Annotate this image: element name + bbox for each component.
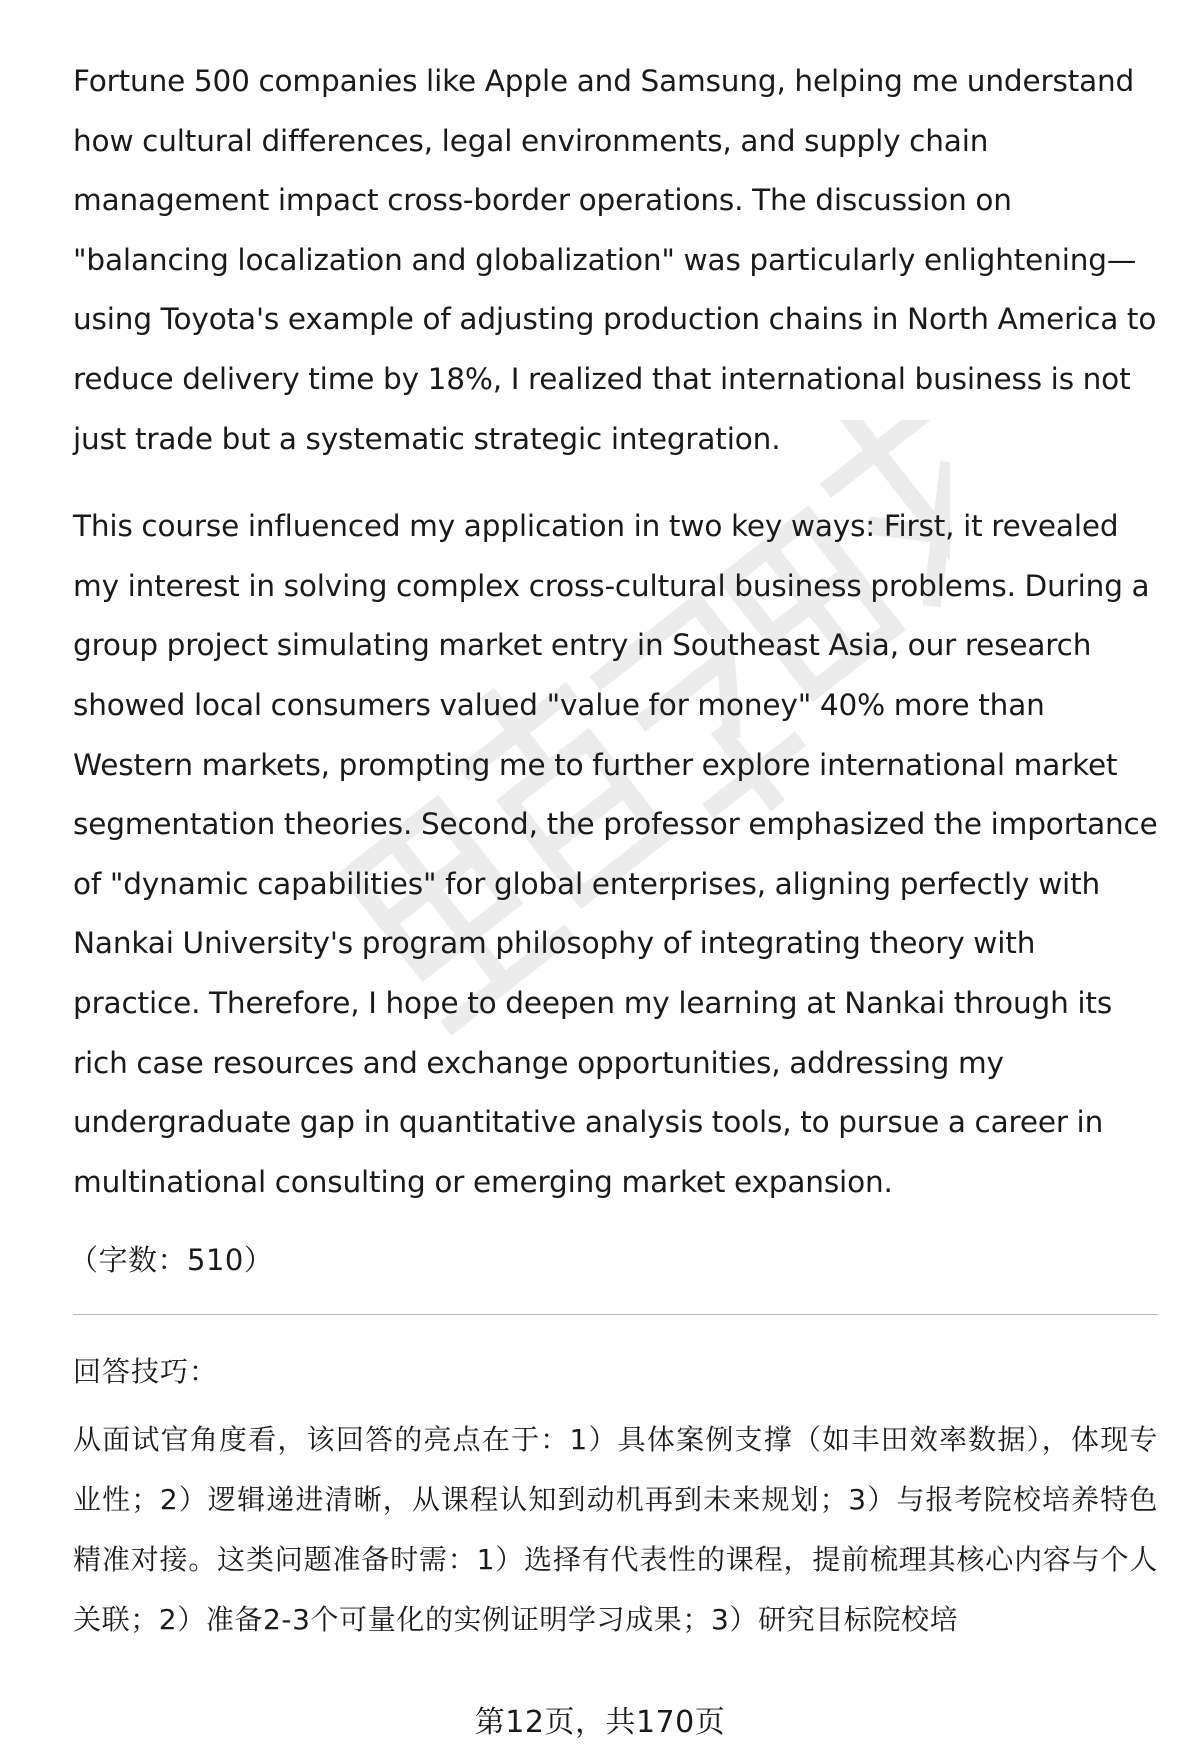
body-paragraph-1: Fortune 500 companies like Apple and Samsung, helping me understand how cultural differences, legal environments, and supply chain management impact cross-border operations. The discussion on "balancing localization and globalization" was particularly enlightening—using Toyota's example of adjusting production chains in North America to reduce delivery time by 18%, I realized that international business is not just trade but a systematic strategic integration. xyxy=(73,64,1157,456)
tips-body: 从面试官角度看，该回答的亮点在于：1）具体案例支撑（如丰田效率数据），体现专业性；2）逻辑递进清晰，从课程认知到动机再到未来规划；3）与报考院校培养特色精准对接。这类问题准备时需：1）选择有代表性的课程，提前梳理其核心内容与个人关联；2）准备2-3个可量化的实例证明学习成果；3）研究目标院校培 xyxy=(73,1423,1158,1637)
document-page xyxy=(69,52,1158,1650)
section-divider xyxy=(73,1314,1158,1315)
body-paragraph-2: This course influenced my application in two key ways: First, it revealed my interest in solving complex cross-cultural business problems. During a group project simulating market entry in Southeast Asia, our research showed local consumers valued "value for money" 40% more than Western markets, prompting me to further explore international market segmentation theories. Second, the professor emphasized the importance of "dynamic capabilities" for global enterprises, aligning perfectly with Nankai University's program philosophy of integrating theory with practice. Therefore, I hope to deepen my learning at Nankai through its rich case resources and exchange opportunities, addressing my undergraduate gap in quantitative analysis tools, to pursue a career in multinational consulting or emerging market expansion. xyxy=(73,509,1158,1199)
tips-heading: 回答技巧： xyxy=(73,1355,219,1389)
page-number: 第12页，共170页 xyxy=(474,1705,726,1740)
word-count: （字数：510） xyxy=(69,1243,274,1278)
